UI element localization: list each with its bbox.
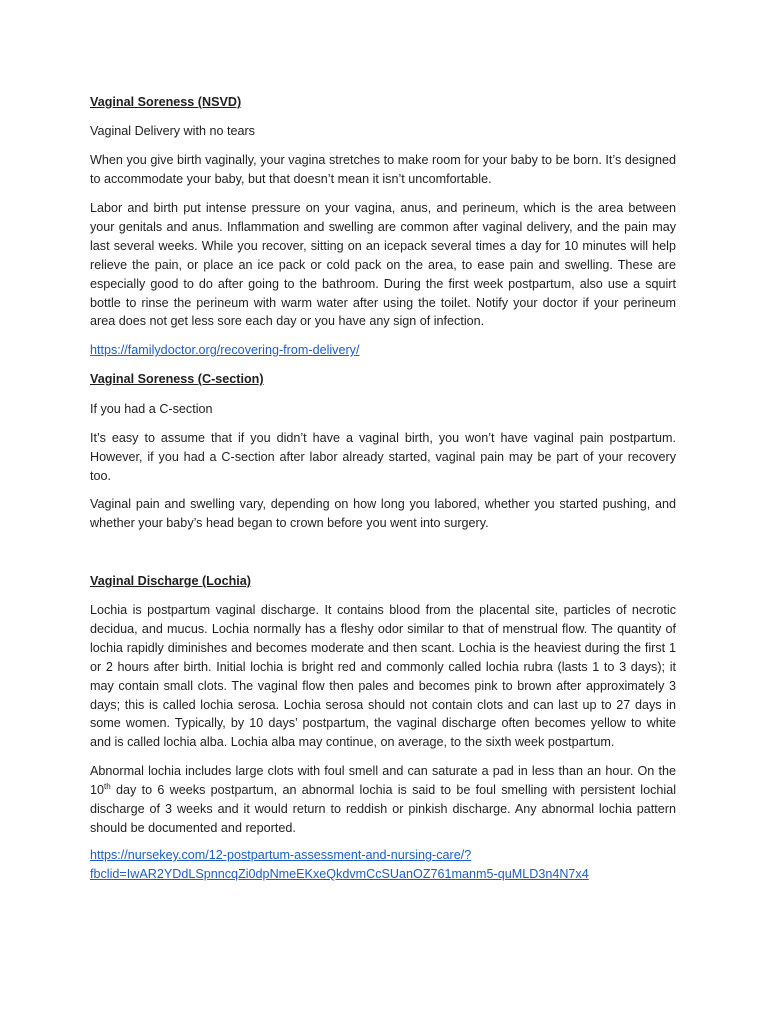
- paragraph-lochia: Lochia is postpartum vaginal discharge. It contains blood from the placental site, particles of necrotic decidua, and mucus. Lochia normally has a fleshy odor similar to that of menstrual flow. The quantity of lochia rapidly diminishes and becomes moderate and then scant. Lochia is the heaviest during the first 1 or 2 hours after birth. Initial lochia is bright red and commonly called lochia rubra (lasts 1 to 3 days); it may contain small clots. The vaginal flow then pales and becomes pink to brown after approximately 3 days; this is called lochia serosa. Lochia serosa should not contain clots and can last up to 27 days in some women. Typically, by 10 days’ postpartum, the vaginal discharge often becomes yellow to white and is called lochia alba. Lochia alba may continue, on average, to the sixth week postpartum.: [90, 603, 676, 750]
- nursekey-link-line1[interactable]: https://nursekey.com/12-postpartum-assessment-and-nursing-care/?: [90, 848, 472, 862]
- subheading-no-tears: Vaginal Delivery with no tears: [90, 124, 255, 138]
- paragraph-pain-swelling: Vaginal pain and swelling vary, depending on how long you labored, whether you started pushing, and whether your baby’s head began to crown before you went into surgery.: [90, 497, 676, 530]
- abnormal-lochia-text-end: day to 6 weeks postpartum, an abnormal lochia is said to be foul smelling with persistent lochial discharge of 3 weeks and it would return to reddish or pinkish discharge. Any abnormal lochia pattern should be documented and reported.: [90, 782, 676, 835]
- section-heading-nsvd: Vaginal Soreness (NSVD): [90, 95, 242, 109]
- familydoctor-link[interactable]: https://familydoctor.org/recovering-from-delivery/: [90, 343, 360, 357]
- nursekey-link-line2[interactable]: fbclid=IwAR2YDdLSpnncqZi0dpNmeEKxeQkdvmCcSUanOZ761manm5-quMLD3n4N7x4: [90, 866, 589, 881]
- paragraph-abnormal-lochia: [90, 762, 676, 838]
- paragraph-csection-pain: It’s easy to assume that if you didn’t have a vaginal birth, you won’t have vaginal pain postpartum. However, if you had a C-section after labor already started, vaginal pain may be part of your recovery too.: [90, 431, 676, 483]
- section-heading-csection: Vaginal Soreness (C-section): [90, 372, 264, 386]
- nursekey-link[interactable]: [90, 846, 676, 884]
- paragraph-vaginal-birth: When you give birth vaginally, your vagina stretches to make room for your baby to be born. It’s designed to accommodate your baby, but that doesn’t mean it isn’t uncomfortable.: [90, 153, 676, 186]
- link-line: [90, 341, 676, 360]
- section-heading-lochia: Vaginal Discharge (Lochia): [90, 574, 251, 588]
- superscript-th: th: [104, 781, 111, 791]
- subheading-csection: If you had a C-section: [90, 402, 213, 416]
- paragraph-labor-pressure: Labor and birth put intense pressure on your vagina, anus, and perineum, which is the area between your genitals and anus. Inflammation and swelling are common after vaginal delivery, and the pain may last several weeks. While you recover, sitting on an icepack several times a day for 10 minutes will help relieve the pain, or place an ice pack or cold pack on the area, to ease pain and swelling. These are especially good to do after going to the bathroom. During the first week postpartum, also use a squirt bottle to rinse the perineum with warm water after using the toilet. Notify your doctor if your perineum area does not get less sore each day or you have any sign of infection.: [90, 201, 676, 329]
- abnormal-lochia-text-start: Abnormal lochia includes large clots with foul smell and can saturate a pad in less than an hour. On the 10: [90, 764, 676, 797]
